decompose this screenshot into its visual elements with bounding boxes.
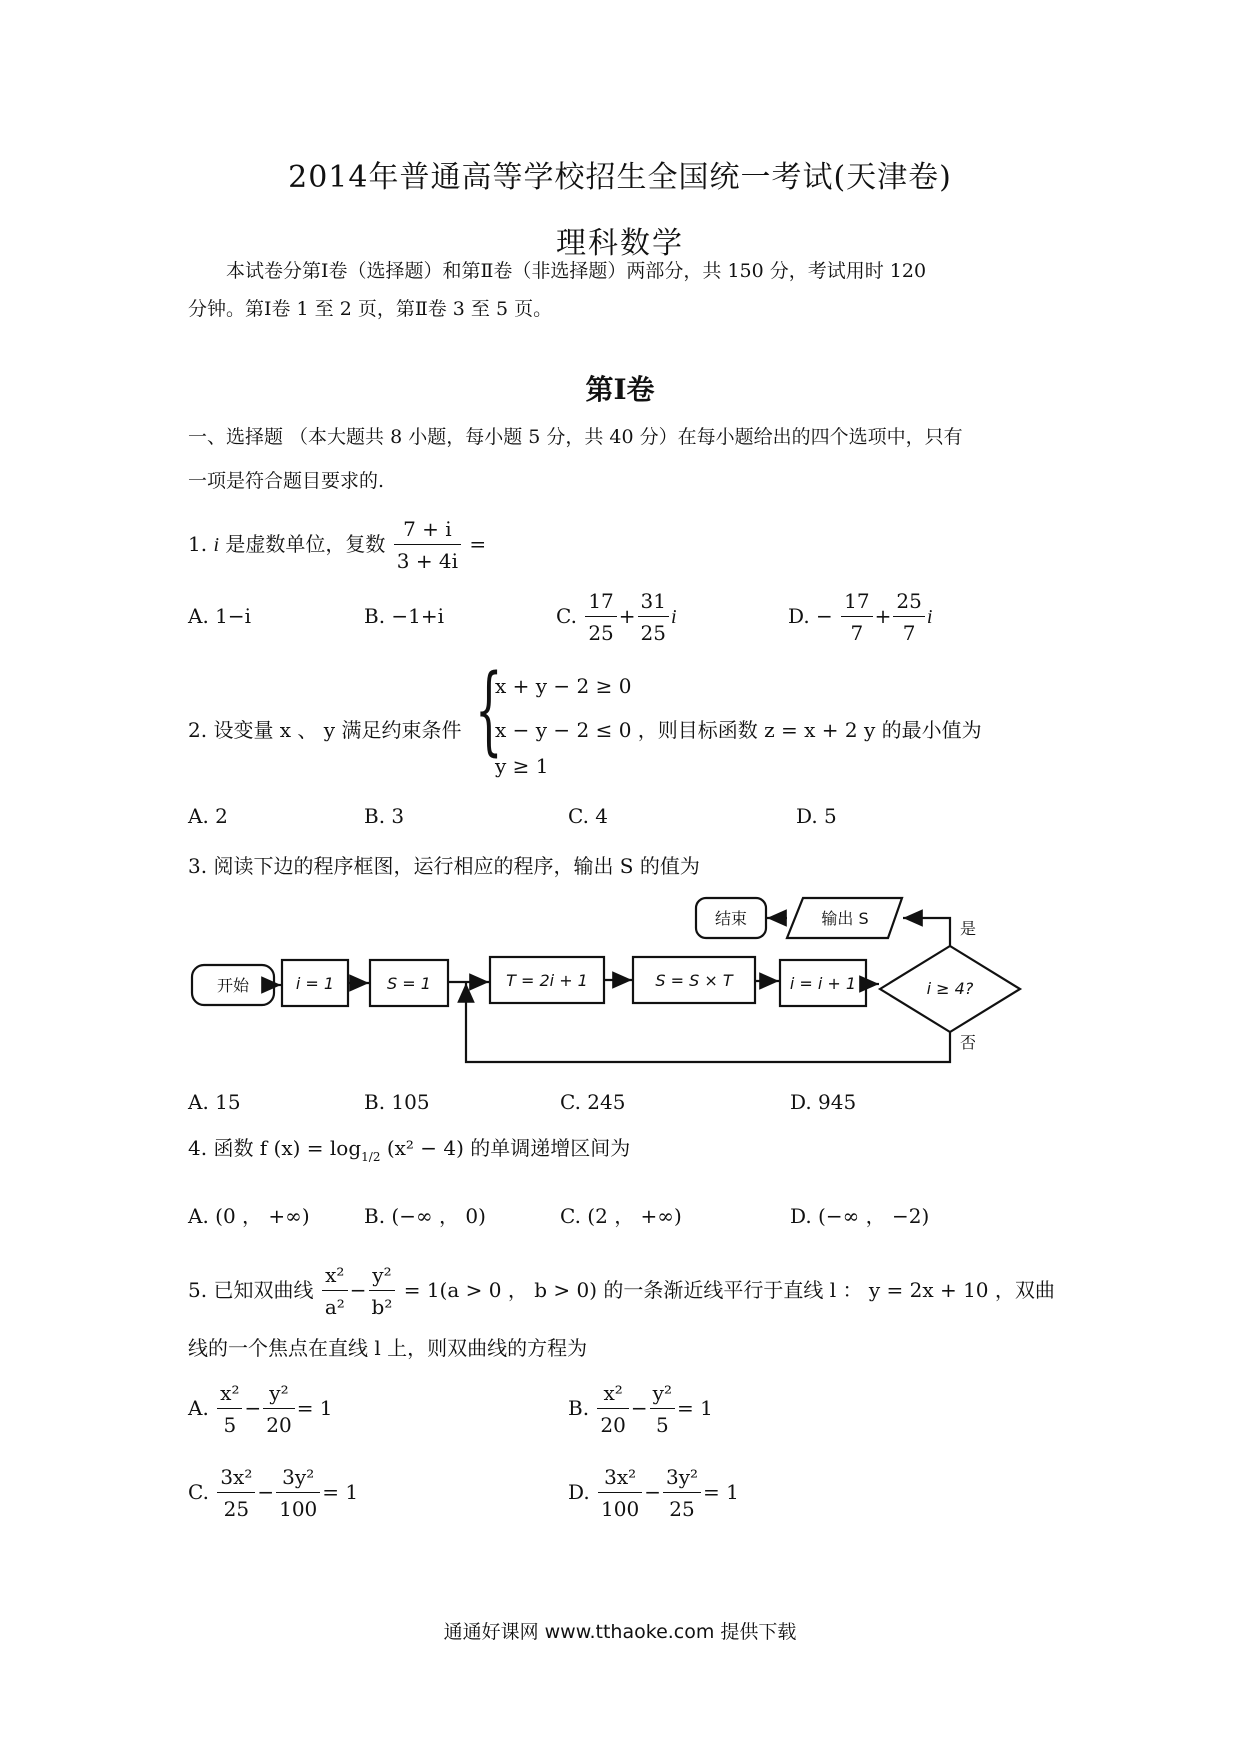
frac-den: 25	[223, 1497, 250, 1521]
option-label: A.	[188, 1396, 209, 1420]
frac-num: x²	[217, 1378, 242, 1409]
frac-den: 5	[223, 1413, 237, 1437]
flow-yes-label: 是	[959, 919, 977, 938]
option-tail: = 1	[296, 1396, 333, 1420]
q3-option-d: D. 945	[790, 1090, 857, 1114]
q1-d-label: D. −	[788, 604, 833, 628]
q3-option-a: A. 15	[188, 1090, 241, 1114]
q1-number: 1.	[188, 532, 208, 556]
flow-no-label: 否	[959, 1033, 977, 1052]
exam-subtitle: 理科数学	[556, 226, 684, 261]
frac-num: x²	[597, 1378, 628, 1409]
q5-option-c: C. $\frac{\text{3x²}}{25}$ − $\frac{\text{3y²}}{100}$ = 1	[188, 1462, 358, 1525]
q4-text-pre: 4. 函数 f (x) = log	[188, 1136, 362, 1160]
q4-log-base: 1/2	[361, 1150, 381, 1164]
frac-num: 31	[638, 586, 669, 617]
q1-fraction	[394, 514, 461, 577]
q2-constraint-2: x − y − 2 ≤ 0 ，则目标函数 z = x + 2 y 的最小值为	[495, 718, 982, 742]
q1-text: 是虚数单位，复数	[225, 532, 386, 556]
q1-frac-num: 7 + i	[394, 514, 461, 545]
frac-num: y²	[369, 1260, 396, 1291]
flow-calc-s-label: S = S × T	[655, 971, 733, 990]
frac-num: 3x²	[217, 1462, 255, 1493]
q1-option-b: B. −1+i	[364, 604, 445, 628]
option-label: C.	[188, 1480, 209, 1504]
q4-option-c: C. (2 ， +∞)	[560, 1204, 682, 1228]
option-label: B.	[568, 1396, 590, 1420]
q2-constraint-1: x + y − 2 ≥ 0	[495, 674, 632, 698]
section-line-1: 一、选择题 （本大题共 8 小题，每小题 5 分，共 40 分）在每小题给出的四个选项中，只有	[188, 426, 963, 448]
q2-lead: 2. 设变量 x 、 y 满足约束条件	[188, 718, 462, 742]
intro-line-1: 本试卷分第Ⅰ卷（选择题）和第Ⅱ卷（非选择题）两部分，共 150 分，考试用时 120	[226, 260, 927, 282]
q1-option-c: C. $\frac{17}{25}$ + $\frac{31}{25}$ i	[556, 586, 677, 649]
flowchart	[0, 880, 1240, 1080]
frac-num: 3x²	[598, 1462, 642, 1493]
q1-eq: =	[469, 532, 487, 556]
flow-init-s-label: S = 1	[387, 974, 431, 993]
q4-option-d: D. (−∞ ， −2)	[790, 1204, 930, 1228]
q5-line-2: 线的一个焦点在直线 l 上，则双曲线的方程为	[188, 1336, 588, 1360]
frac-den: 25	[669, 1497, 695, 1521]
frac-den: 20	[266, 1413, 292, 1437]
volume-heading: 第Ⅰ卷	[585, 373, 655, 406]
flow-start-label: 开始	[216, 976, 250, 995]
frac-den: 7	[902, 621, 916, 645]
flow-calc-t-label: T = 2i + 1	[506, 971, 588, 990]
frac-num: 17	[585, 586, 616, 617]
q5-frac-2	[369, 1260, 396, 1323]
q2-option-c: C. 4	[568, 804, 609, 828]
q1-frac-den: 3 + 4i	[396, 549, 459, 573]
frac-den: 5	[655, 1413, 669, 1437]
q1-c-label: C.	[556, 604, 577, 628]
frac-den: b²	[371, 1295, 393, 1319]
flow-init-i-label: i = 1	[295, 974, 335, 993]
q4-option-a: A. (0 ， +∞)	[188, 1204, 310, 1228]
frac-num: 3y²	[663, 1462, 701, 1493]
q1-d-frac-2	[893, 586, 924, 649]
q4-text-post: (x² − 4) 的单调递增区间为	[386, 1136, 631, 1160]
question-4	[188, 1132, 630, 1164]
option-tail: = 1	[703, 1480, 739, 1504]
q3-text: 3. 阅读下边的程序框图，运行相应的程序，输出 S 的值为	[188, 854, 700, 878]
q1-d-frac-1	[841, 586, 872, 649]
frac-den: 25	[588, 621, 614, 645]
exam-title: 2014年普通高等学校招生全国统一考试(天津卷)	[288, 160, 952, 195]
frac-den: a²	[324, 1295, 345, 1319]
q5-option-d: D. $\frac{\text{3x²}}{100}$ − $\frac{\text{3y²}}{25}$ = 1	[568, 1462, 739, 1525]
flow-condition-label: i ≥ 4?	[926, 979, 974, 998]
q2-option-a: A. 2	[188, 804, 228, 828]
frac-num: x²	[322, 1260, 348, 1291]
q2-constraint-3: y ≥ 1	[495, 754, 549, 778]
intro-line-2: 分钟。第Ⅰ卷 1 至 2 页，第Ⅱ卷 3 至 5 页。	[188, 298, 553, 320]
frac-den: 20	[600, 1413, 626, 1437]
flow-inc-i-label: i = i + 1	[789, 974, 857, 993]
footer-source: 通通好课网 www.tthaoke.com 提供下载	[443, 1621, 797, 1643]
frac-den: 100	[601, 1497, 640, 1521]
q3-option-b: B. 105	[364, 1090, 430, 1114]
q2-brace: {	[475, 654, 503, 766]
frac-den: 25	[640, 621, 666, 645]
q2-option-d: D. 5	[796, 804, 837, 828]
q1-var: i	[213, 534, 220, 556]
question-1	[188, 514, 486, 577]
q5-frac-1	[322, 1260, 348, 1323]
q2-option-b: B. 3	[364, 804, 405, 828]
question-5: 5. 已知双曲线 $\frac{\text{x²}}{\text{a²}}$ − $\frac{\text{y²}}{\text{b²}}$ = 1(a > 0 ， b > 0) 的一条渐近线平行于直线 l ： y = 2x + 10 ，双曲	[188, 1260, 1055, 1323]
frac-num: y²	[263, 1378, 294, 1409]
q1-c-frac-2	[638, 586, 669, 649]
flow-output-label: 输出 S	[821, 909, 869, 928]
frac-den: 100	[279, 1497, 318, 1521]
q1-option-d: D. − $\frac{17}{7}$ + $\frac{25}{7}$ i	[788, 586, 932, 649]
q5-rest: = 1(a > 0 ， b > 0) 的一条渐近线平行于直线 l ： y = 2x + 10 ，双曲	[403, 1278, 1055, 1302]
q4-option-b: B. (−∞ ， 0)	[364, 1204, 486, 1228]
q5-option-b: B. $\frac{\text{x²}}{20}$ − $\frac{\text{y²}}{5}$ = 1	[568, 1378, 713, 1441]
q3-option-c: C. 245	[560, 1090, 626, 1114]
frac-num: 17	[841, 586, 872, 617]
q5-lead: 5. 已知双曲线	[188, 1278, 314, 1302]
option-tail: = 1	[676, 1396, 713, 1420]
option-tail: = 1	[322, 1480, 359, 1504]
frac-num: 25	[893, 586, 924, 617]
frac-num: 3y²	[276, 1462, 320, 1493]
section-line-2: 一项是符合题目要求的.	[188, 470, 385, 492]
option-label: D.	[568, 1480, 590, 1504]
q1-c-frac-1	[585, 586, 616, 649]
q5-option-a: A. $\frac{\text{x²}}{5}$ − $\frac{\text{y²}}{20}$ = 1	[188, 1378, 333, 1441]
q1-option-a: A. 1−i	[188, 604, 252, 628]
flow-end-label: 结束	[714, 909, 748, 928]
frac-num: y²	[650, 1378, 675, 1409]
frac-den: 7	[850, 621, 864, 645]
